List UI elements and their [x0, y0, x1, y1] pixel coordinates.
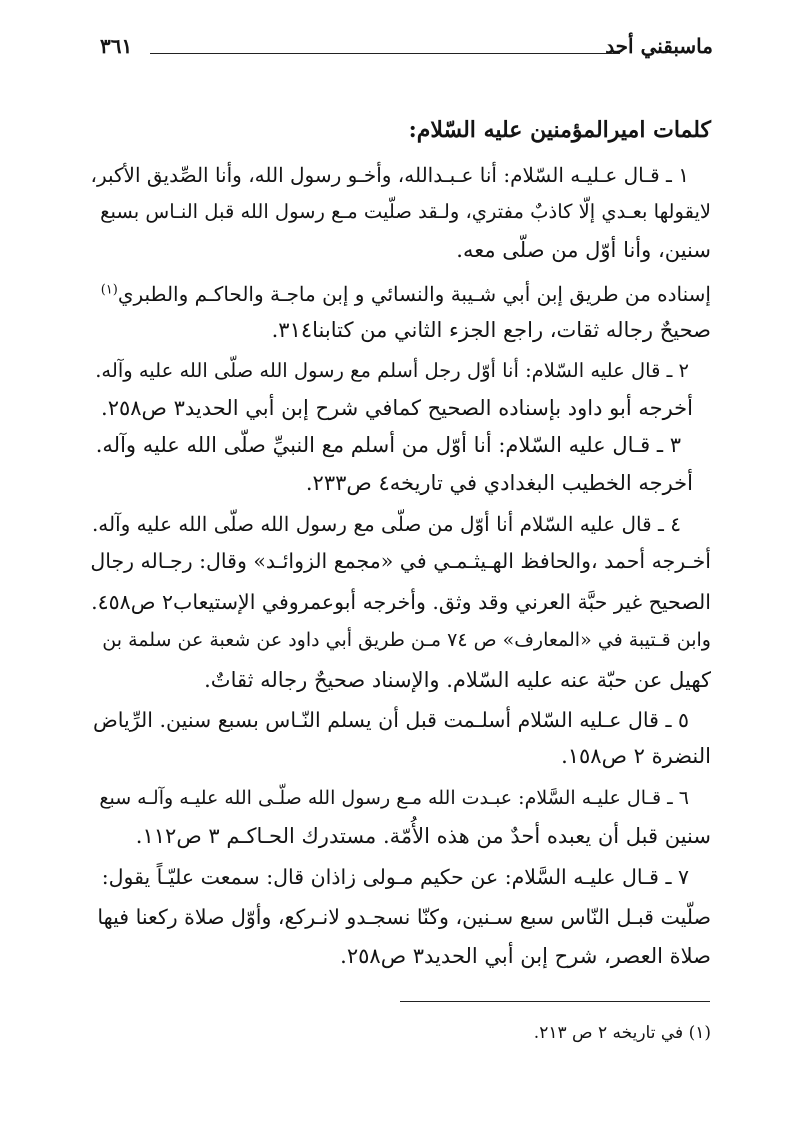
text-line: ٦ ـ قـال عليـه السَّلام: عبـدت الله مـع رسول الله صلّـى الله عليـه وآلـه سبع: [99, 787, 689, 809]
text-line: صلاة العصر، شرح إبن أبي الحديد٣ ص٢٥٨.: [340, 944, 711, 968]
text-line: ٢ ـ قال عليه السّلام: أنا أوّل رجل أسلم مع رسول الله صلّى الله عليه وآله.: [95, 359, 689, 382]
text-line-with-footnote: [101, 282, 711, 306]
section-heading: كلمات اميرالمؤمنين عليه السّلام:: [408, 117, 711, 143]
text-line: سنين قبل أن يعبده أحدٌ من هذه الأُمّة. مستدرك الحـاكـم ٣ ص١١٢.: [135, 824, 711, 848]
text-line: ١ ـ قـال عـليـه السّلام: أنا عـبـدالله، وأخـو رسول الله، وأنا الصِّديق الأكبر،: [90, 163, 689, 187]
running-header-title: ماسبقني أحد: [605, 34, 713, 58]
text-line: النضرة ٢ ص١٥٨.: [561, 744, 711, 768]
text-line: صحيحٌ رجاله ثقات، راجع الجزء الثاني من كتابنا٣١٤.: [271, 318, 711, 342]
text-line: ٤ ـ قال عليه السّلام أنا أوّل من صلّى مع رسول الله صلّى الله عليه وآله.: [91, 512, 681, 536]
text-line: وابن قـتيبة في «المعارف» ص ٧٤ مـن طريق أبي داود عن شعبة عن سلمة بن: [102, 629, 711, 651]
text-line: صلّيت قبـل النّاس سبع سـنين، وكنّا نسجـدو لانـركع، وأوّل صلاة ركعنا فيها: [97, 905, 711, 929]
header-rule: [150, 53, 620, 54]
footnote-marker: (١): [100, 282, 118, 298]
text-line: ٣ ـ قـال عليه السّلام: أنا أوّل من أسلم مع النبيِّ صلّى الله عليه وآله.: [95, 433, 681, 457]
text-line: الصحيح غير حبَّة العرني وقد وثق. وأخرجه أبوعمروفي الإستيعاب٢ ص٤٥٨.: [91, 590, 711, 614]
text-line: كهيل عن حبّة عنه عليه السّلام. والإسناد صحيحٌ رجاله ثقاتٌ.: [204, 668, 711, 692]
page-number: ٣٦١: [100, 34, 133, 58]
text-line-body: إسناده من طريق إبن أبي شـيبة والنسائي و إبن ماجـة والحاكـم والطبري: [117, 282, 711, 306]
footnote-rule: [400, 1001, 710, 1002]
text-line: ٧ ـ قـال عليـه السَّلام: عن حكيم مـولى زاذان قال: سمعت عليّـاً يقول:: [101, 865, 689, 889]
text-line: سنين، وأنا أوّل من صلّى معه.: [456, 238, 711, 262]
text-line: أخـرجه أحمد ،والحافظ الهـيثـمـي في «مجمع الزوائـد» وقال: رجـاله رجال: [90, 549, 711, 573]
footnote: (١) في تاريخه ٢ ص ٢١٣.: [533, 1023, 711, 1043]
text-line: ٥ ـ قال عـليه السّلام أسلـمت قبل أن يسلم النّـاس بسبع سنين. الرِّياض: [93, 708, 689, 732]
text-line: لايقولها بعـدي إلّا كاذبٌ مفتري، ولـقد صلّيت مـع رسول الله قبل النـاس بسبع: [100, 200, 711, 223]
text-line: أخرجه أبو داود بإسناده الصحيح كمافي شرح إبن أبي الحديد٣ ص٢٥٨.: [101, 396, 693, 420]
text-line: أخرجه الخطيب البغدادي في تاريخه٤ ص٢٣٣.: [305, 471, 693, 495]
